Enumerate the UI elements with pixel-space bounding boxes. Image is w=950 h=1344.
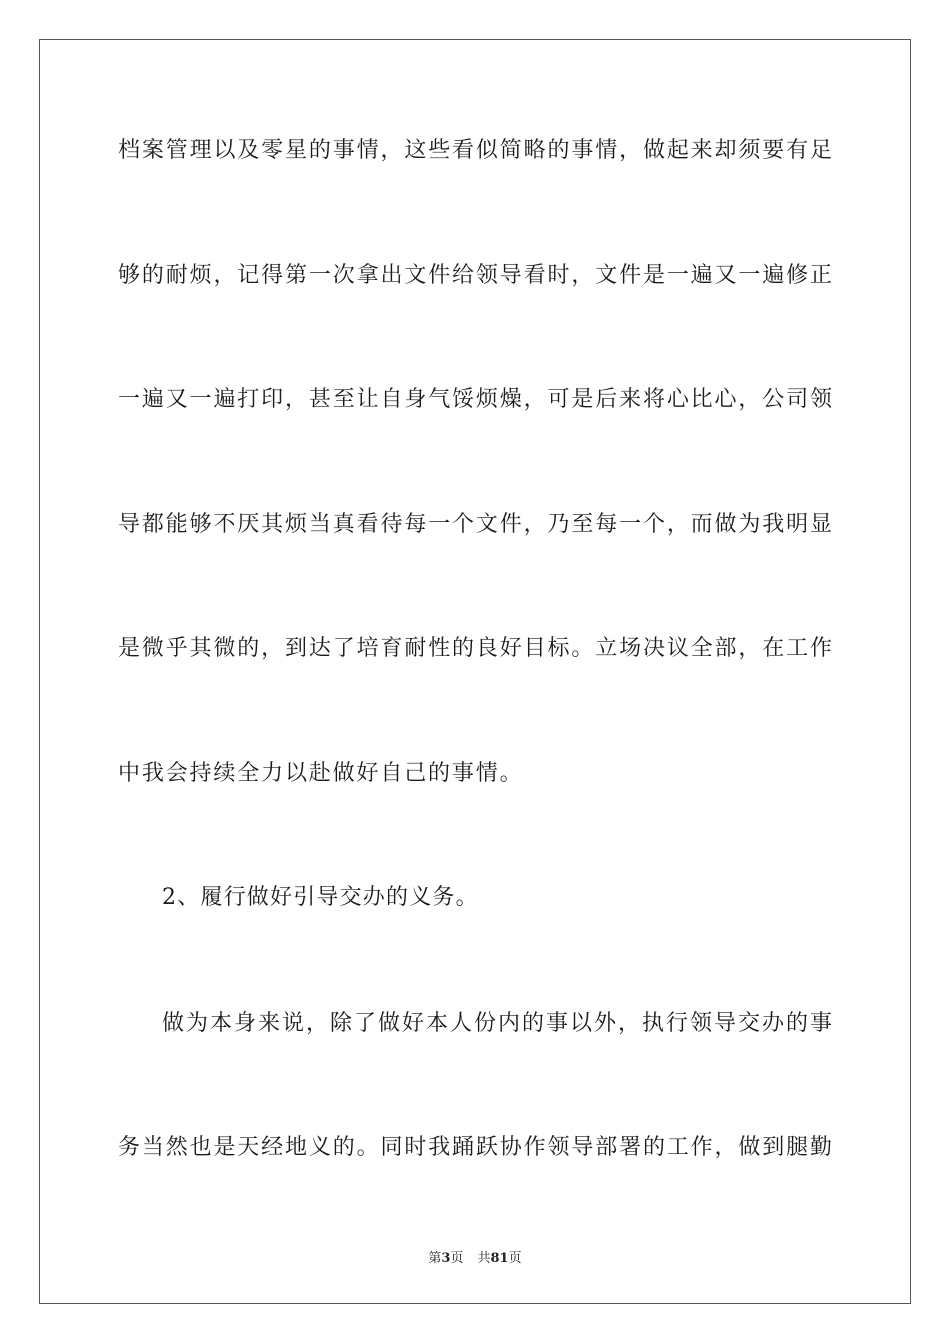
paragraph-line-8: 务当然也是天经地义的。同时我踊跃协作领导部署的工作，做到腿勤 — [118, 1135, 832, 1160]
footer-page-prefix: 第 — [428, 1251, 442, 1266]
paragraph-line-6: 中我会持续全力以赴做好自己的事情。 — [118, 761, 524, 786]
paragraph-line-2: 够的耐烦，记得第一次拿出文件给领导看时，文件是一遍又一遍修正 — [118, 263, 832, 288]
footer-page-suffix: 页 — [450, 1251, 464, 1266]
footer-total-prefix: 共 — [477, 1251, 491, 1266]
footer-total-pages: 81 — [490, 1251, 509, 1266]
paragraph-line-7: 做为本身来说，除了做好本人份内的事以外，执行领导交办的事 — [162, 1011, 832, 1036]
paragraph-line-5: 是微乎其微的，到达了培育耐性的良好目标。立场决议全部，在工作 — [118, 636, 832, 661]
page-footer — [0, 1247, 950, 1266]
paragraph-line-3: 一遍又一遍打印，甚至让自身气馁烦燥，可是后来将心比心，公司领 — [118, 387, 832, 412]
page-border — [39, 39, 911, 1304]
section-heading: 2、履行做好引导交办的义务。 — [162, 885, 479, 910]
paragraph-line-1: 档案管理以及零星的事情，这些看似简略的事情，做起来却须要有足 — [118, 138, 832, 163]
footer-total-suffix: 页 — [508, 1251, 522, 1266]
footer-page-number: 3 — [441, 1251, 451, 1266]
paragraph-line-4: 导都能够不厌其烦当真看待每一个文件，乃至每一个，而做为我明显 — [118, 512, 832, 537]
